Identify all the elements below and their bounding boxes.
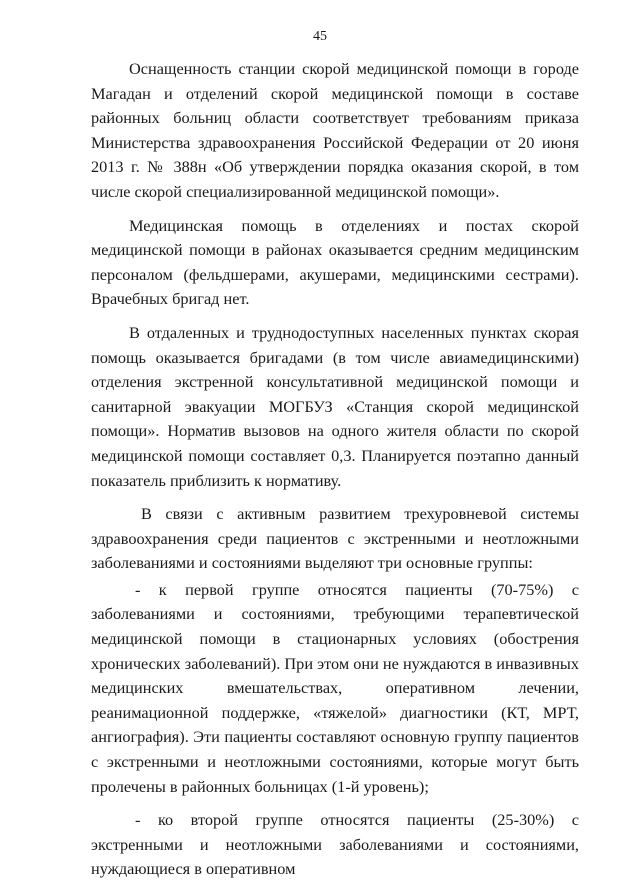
paragraph-three-groups: В связи с активным развитием трехуровневой системы здравоохранения среди пациентов с экстренными и неотложными заболеваниями и состояниями выделяют три основные группы: (91, 504, 579, 573)
page-number: 45 (313, 29, 327, 44)
paragraph-district-care: Медицинская помощь в отделениях и постах скорой медицинской помощи в районах оказывается средним медицинским персоналом (фельдшерами, акушерами, медицинскими сестрами). Врачебных бригад нет. (91, 215, 579, 309)
paragraph-remote-settlements: В отдаленных и труднодоступных населенных пунктах скорая помощь оказывается бригадами (в том числе авиамедицинскими) отделения экстренной консультативной медицинской помощи и санитарной эвакуации МОГБУЗ «Станция скорой медицинской помощи». Норматив вызовов на одного жителя области по скорой медицинской помощи составляет 0,3. Планируется поэтапно данный показатель приблизить к нормативу. (91, 322, 579, 490)
document-body (91, 57, 579, 891)
paragraph-second-group: - ко второй группе относятся пациенты (25-30%) с экстренными и неотложными заболеваниями и состояниями, нуждающиеся в оперативном (91, 810, 579, 879)
paragraph-equipment: Оснащенность станции скорой медицинской помощи в городе Магадан и отделений скорой медицинской помощи в составе районных больниц области соответствует требованиям приказа Министерства здравоохранения Российской Федерации от 20 июня 2013 г. № 388н «Об утверждении порядка оказания скорой, в том числе скорой специализированной медицинской помощи». (91, 59, 579, 201)
paragraph-first-group: - к первой группе относятся пациенты (70-75%) с заболеваниями и состояниями, требующими терапевтической медицинской помощи в стационарных условиях (обострения хронических заболеваний). При этом они не нуждаются в инвазивных медицинских вмешательствах, оперативном лечении, реанимационной поддержке, «тяжелой» диагностики (КТ, МРТ, ангиография). Эти пациенты составляют основную группу пациентов с экстренными и неотложными состояниями, которые могут быть пролечены в районных больницах (1-й уровень); (91, 579, 579, 796)
